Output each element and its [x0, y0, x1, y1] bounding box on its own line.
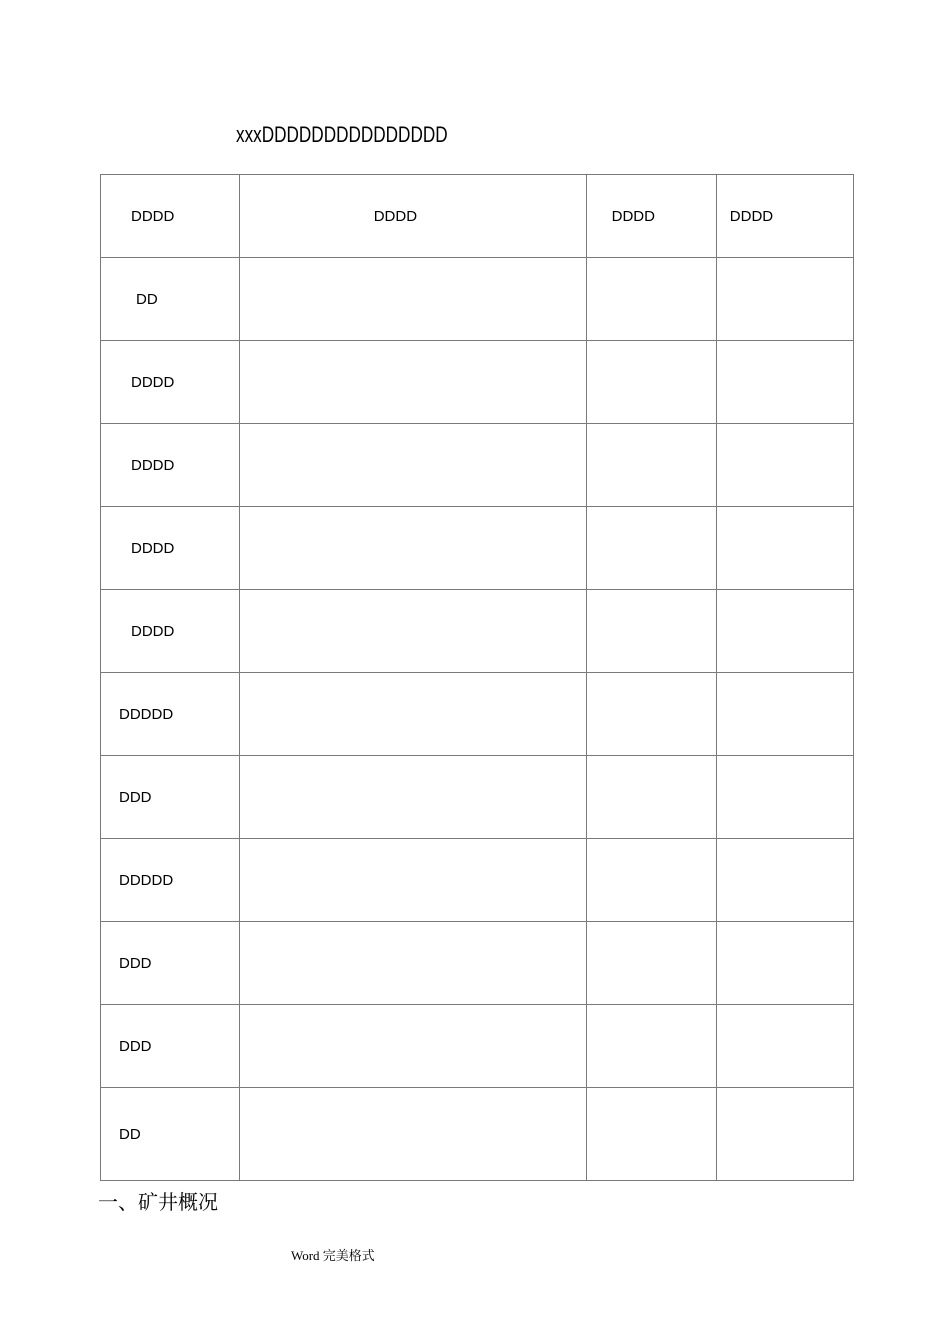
table-cell[interactable]: [586, 258, 716, 341]
table-cell[interactable]: [716, 341, 853, 424]
row-label: DDDD: [101, 590, 240, 673]
row-label: DDD: [101, 756, 240, 839]
row-label: DDD: [101, 1005, 240, 1088]
table-row: [101, 507, 854, 590]
table-cell[interactable]: [716, 922, 853, 1005]
table-cell[interactable]: [586, 341, 716, 424]
table-cell[interactable]: [240, 258, 586, 341]
table-cell[interactable]: [716, 673, 853, 756]
row-label: DD: [101, 258, 240, 341]
table-cell[interactable]: [240, 1005, 586, 1088]
row-label: DDDD: [101, 424, 240, 507]
header-cell-2: DDDD: [240, 175, 586, 258]
table-row: [101, 590, 854, 673]
table-cell[interactable]: [716, 756, 853, 839]
table-cell[interactable]: [240, 756, 586, 839]
table-cell[interactable]: [240, 424, 586, 507]
table-cell[interactable]: [240, 922, 586, 1005]
row-label: DDDDD: [101, 839, 240, 922]
table-cell[interactable]: [716, 1005, 853, 1088]
table-cell[interactable]: [716, 424, 853, 507]
table-cell[interactable]: [716, 590, 853, 673]
table-cell[interactable]: [240, 507, 586, 590]
table-header-row: [101, 175, 854, 258]
table-cell[interactable]: [586, 756, 716, 839]
row-label: DDD: [101, 922, 240, 1005]
table-row: [101, 1088, 854, 1181]
row-label: DDDD: [101, 507, 240, 590]
table-cell[interactable]: [240, 673, 586, 756]
document-title: xxxDDDDDDDDDDDDDDD: [236, 122, 448, 147]
table-cell[interactable]: [240, 839, 586, 922]
table-cell[interactable]: [586, 1088, 716, 1181]
table-cell[interactable]: [716, 839, 853, 922]
table-row: [101, 424, 854, 507]
table-cell[interactable]: [586, 507, 716, 590]
table-cell[interactable]: [586, 1005, 716, 1088]
table-cell[interactable]: [716, 258, 853, 341]
row-label: DDDDD: [101, 673, 240, 756]
table-row: [101, 1005, 854, 1088]
table-cell[interactable]: [586, 590, 716, 673]
table-row: [101, 756, 854, 839]
table-cell[interactable]: [586, 922, 716, 1005]
table-row: [101, 341, 854, 424]
section-heading: 一、矿井概况: [98, 1190, 218, 1214]
table-cell[interactable]: [586, 839, 716, 922]
table-row: [101, 673, 854, 756]
row-label: DDDD: [101, 341, 240, 424]
table-row: [101, 922, 854, 1005]
header-cell-3: DDDD: [586, 175, 716, 258]
header-cell-4: DDDD: [716, 175, 853, 258]
table-cell[interactable]: [586, 673, 716, 756]
table-cell[interactable]: [240, 1088, 586, 1181]
table-cell[interactable]: [240, 341, 586, 424]
table-cell[interactable]: [716, 1088, 853, 1181]
inspection-table: [100, 174, 854, 1181]
header-cell-1: DDDD: [101, 175, 240, 258]
table-row: [101, 258, 854, 341]
table-cell[interactable]: [586, 424, 716, 507]
row-label: DD: [101, 1088, 240, 1181]
table-cell[interactable]: [240, 590, 586, 673]
table-cell[interactable]: [716, 507, 853, 590]
page-footer: Word 完美格式: [291, 1248, 375, 1263]
table-row: [101, 839, 854, 922]
